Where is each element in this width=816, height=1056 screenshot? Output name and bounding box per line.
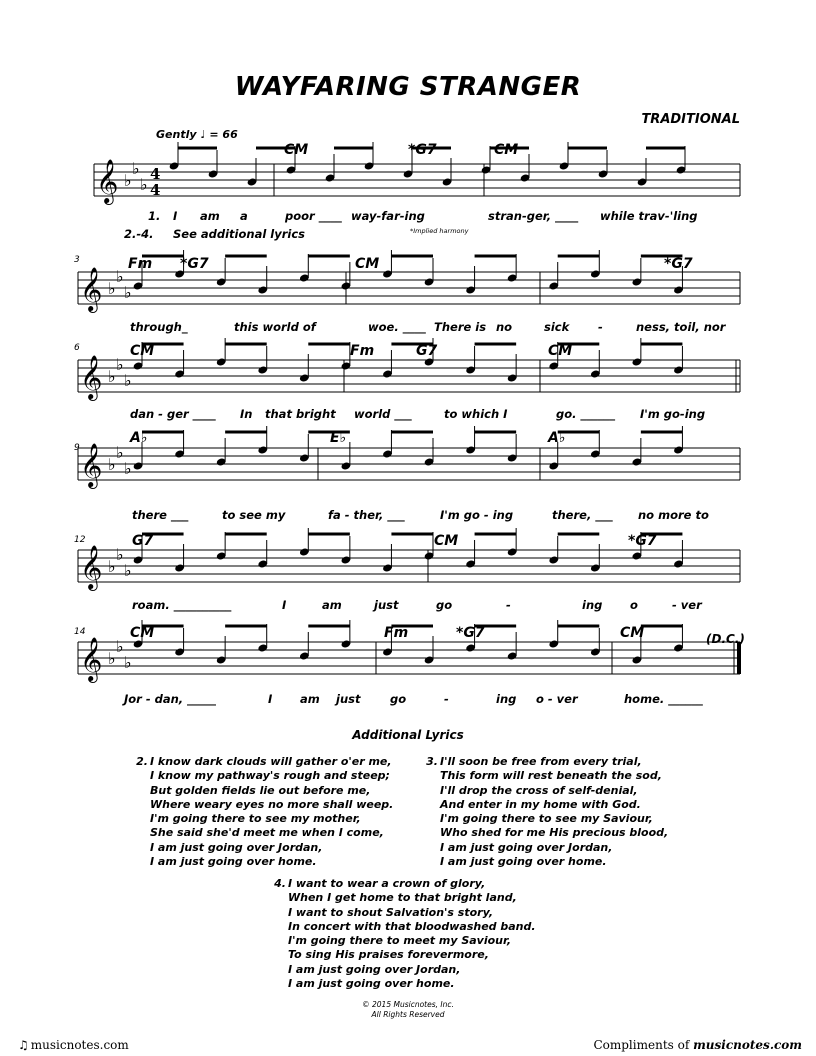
verse-line: To sing His praises forevermore, [288,948,489,962]
verse-line: I'll soon be free from every trial, [440,755,642,768]
flat-sign-icon: ♭ [108,557,116,576]
verse-line: I know dark clouds will gather o'er me, [150,755,392,768]
lyric-syllable: no [496,320,513,334]
lyric-syllable: See additional lyrics [173,227,305,241]
measure-number: 3 [74,255,80,265]
treble-clef-icon: 𝄞 [80,637,103,681]
flat-sign-icon: ♭ [124,371,132,390]
measure-number: 9 [74,443,80,453]
lyric-syllable: dan - ger ____ [130,407,216,421]
treble-clef-icon: 𝄞 [80,267,103,311]
flat-sign-icon: ♭ [124,653,132,672]
lyric-syllable: just [374,598,399,612]
lyric-syllable: ing [496,692,517,706]
verse-line: I am just going over home. [150,855,317,869]
implied-harmony-note: *Implied harmony [410,227,469,235]
treble-clef-icon: 𝄞 [80,443,103,487]
chord-symbol: *G7 [180,256,209,272]
verse-line: I want to shout Salvation's story, [288,905,494,919]
chord-symbol: CM [355,256,380,272]
lyric-syllable: am [322,598,342,612]
additional-lyrics-heading: Additional Lyrics [352,728,464,742]
lyric-syllable: - [598,320,603,334]
lyric-syllable: - ver [672,598,702,612]
measure-number: 6 [74,343,80,353]
flat-sign-icon: ♭ [124,561,132,580]
lyric-syllable: through_ [130,320,188,334]
lyric-syllable: just [336,692,361,706]
lyric-syllable: - [506,598,511,612]
chord-symbol: *G7 [628,533,657,549]
lyric-syllable: this world of [234,320,316,334]
lyric-syllable: am [300,692,320,706]
lyric-syllable: world ___ [354,407,412,421]
lyric-syllable: go. ______ [556,407,616,421]
verse-line: Where weary eyes no more shall weep. [150,797,394,811]
lyric-syllable: 1. [148,209,161,223]
chord-symbol: G7 [416,343,438,359]
lyric-syllable: roam. __________ [132,598,232,612]
flat-sign-icon: ♭ [140,175,148,194]
flat-sign-icon: ♭ [108,649,116,668]
copyright-line: © 2015 Musicnotes, Inc. [362,1000,454,1009]
flat-sign-icon: ♭ [124,283,132,302]
verse-number: 2. [136,755,148,768]
lyric-syllable: go [390,692,407,706]
chord-symbol: CM [284,142,309,158]
chord-symbol: G7 [132,533,154,549]
chord-symbol: A♭ [548,430,566,446]
flat-sign-icon: ♭ [116,267,124,286]
flat-sign-icon: ♭ [116,545,124,564]
flat-sign-icon: ♭ [108,455,116,474]
chord-symbol: CM [130,625,155,641]
lyric-syllable: poor ____ [285,209,342,223]
chord-symbol: Fm [128,256,153,272]
final-bar-thick [737,642,741,674]
verse-line: But golden fields lie out before me, [150,783,371,797]
flat-sign-icon: ♭ [108,367,116,386]
chord-symbol: E♭ [330,430,347,446]
measure-number: 12 [74,535,86,545]
rights-line: All Rights Reserved [371,1010,445,1019]
chord-symbol: CM [548,343,573,359]
lyric-syllable: no more to [638,508,709,522]
verse-line: I want to wear a crown of glory, [288,877,486,890]
flat-sign-icon: ♭ [108,279,116,298]
lyric-syllable: that bright [265,407,336,421]
lyric-syllable: - [444,692,449,706]
lyric-syllable: Jor - dan, _____ [124,692,216,706]
verse-line: And enter in my home with God. [440,797,641,811]
footer-brand[interactable] [18,1038,129,1052]
verse-line: I am just going over Jordan, [288,962,461,976]
lyric-syllable: I [173,209,178,223]
verse-line: When I get home to that bright land, [288,891,517,905]
da-capo-marking: (D.C.) [706,632,745,646]
time-signature-numerator: 4 [150,165,161,183]
verse-line: I am just going over Jordan, [150,840,323,854]
verse-line: I'm going there to see my Saviour, [440,812,653,826]
chord-symbol: *G7 [408,142,437,158]
lyric-syllable: ness, toil, nor [636,320,726,334]
verse-line: I'm going there to see my mother, [150,812,361,826]
time-signature-denominator: 4 [150,181,161,199]
lyric-syllable: while trav-'ling [600,209,698,223]
treble-clef-icon: 𝄞 [80,355,103,399]
lyric-syllable: I'm go-ing [640,407,706,421]
lyric-syllable: to see my [222,508,286,522]
treble-clef-icon: 𝄞 [96,159,119,203]
lyric-syllable: go [436,598,453,612]
chord-symbol: CM [494,142,519,158]
chord-symbol: *G7 [456,625,485,641]
lyric-syllable: to which I [444,407,508,421]
lyric-syllable: In [240,407,253,421]
verse-line: Who shed for me His precious blood, [440,826,669,840]
verse-line: I know my pathway's rough and steep; [150,769,390,783]
chord-symbol: A♭ [130,430,148,446]
tempo-marking: Gently ♩ = 66 [156,128,238,141]
verse-4 [272,877,536,991]
lyric-syllable: o [630,598,638,612]
verse-number: 4. [274,877,286,890]
lyric-syllable: woe. ____ [368,320,426,334]
lyric-syllable: I'm go - ing [440,508,514,522]
verse-2 [134,755,393,869]
chord-symbol: CM [620,625,645,641]
verse-line: In concert with that bloodwashed band. [288,919,536,933]
lyric-syllable: way-far-ing [351,209,425,223]
chord-symbol: Fm [350,343,375,359]
footer-compliments [593,1038,802,1052]
lyric-syllable: home. ______ [624,692,703,706]
footer-site-link[interactable]: musicnotes.com [30,1038,129,1052]
lyric-syllable: 2.-4. [124,227,154,241]
copyright-notice [0,1000,816,1020]
lyric-syllable: ing [582,598,603,612]
chord-symbol: Fm [384,625,409,641]
verse-line: I'm going there to meet my Saviour, [288,934,511,948]
lyric-syllable: there ___ [132,508,189,522]
compliments-brand-link[interactable]: musicnotes.com [693,1038,802,1052]
flat-sign-icon: ♭ [124,171,132,190]
flat-sign-icon: ♭ [116,637,124,656]
lyric-syllable: stran-ger, ____ [488,209,579,223]
flat-sign-icon: ♭ [124,459,132,478]
verse-line: This form will rest beneath the sod, [440,769,662,783]
lyric-syllable: a [240,209,248,223]
flat-sign-icon: ♭ [132,159,140,178]
lyric-syllable: there, ___ [552,508,613,522]
lyric-syllable: am [200,209,220,223]
measure-number: 14 [74,627,86,637]
lyric-syllable: I [268,692,273,706]
lyric-syllable: o - ver [536,692,578,706]
flat-sign-icon: ♭ [116,443,124,462]
verse-line: I am just going over Jordan, [440,840,613,854]
lyric-syllable: I [282,598,287,612]
treble-clef-icon: 𝄞 [80,545,103,589]
lyric-syllable: There is [434,320,487,334]
verse-line: I'll drop the cross of self-denial, [440,783,638,797]
verse-number: 3. [426,755,438,768]
verse-line: She said she'd meet me when I come, [150,826,384,840]
lyric-syllable: sick [544,320,570,334]
chord-symbol: CM [130,343,155,359]
compliments-text: Compliments of [593,1038,690,1052]
musicnotes-logo-icon: ♫ [18,1038,29,1052]
flat-sign-icon: ♭ [116,355,124,374]
verse-3 [424,755,668,869]
composer-credit: TRADITIONAL [641,112,740,127]
verse-line: I am just going over home. [288,977,455,991]
verse-line: I am just going over home. [440,855,607,869]
lyric-syllable: fa - ther, ___ [328,508,405,522]
chord-symbol: *G7 [664,256,693,272]
chord-symbol: CM [434,533,459,549]
song-title: WAYFARING STRANGER [234,72,582,102]
